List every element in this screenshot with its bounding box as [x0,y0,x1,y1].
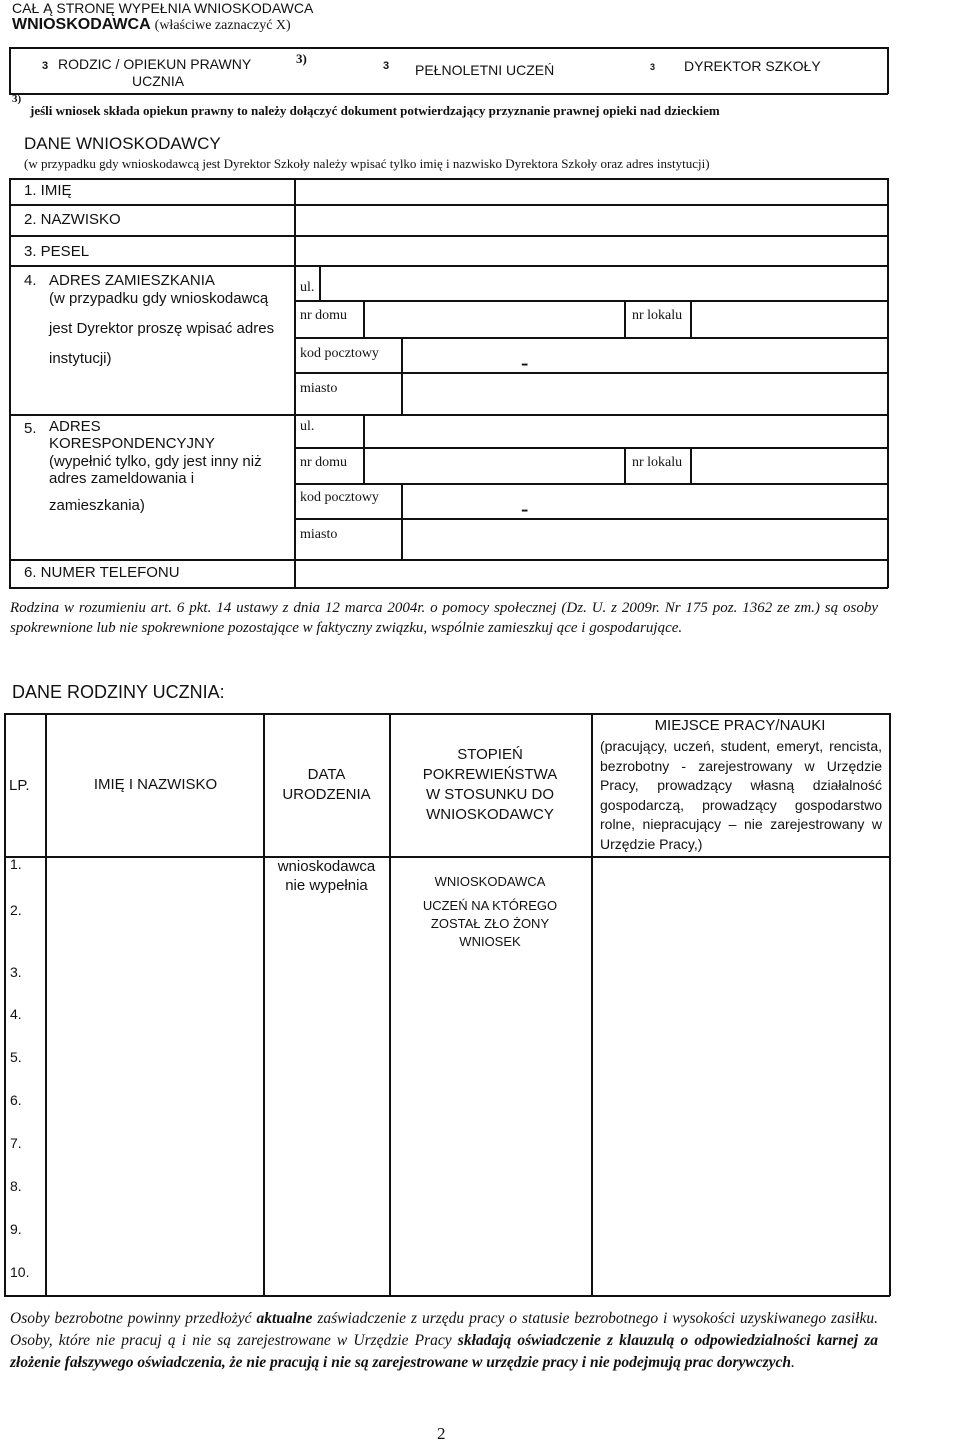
member-work-input[interactable] [595,900,887,955]
director-checkbox[interactable]: 3 [650,62,656,72]
row1-relation: WNIOSKODAWCA [434,874,546,889]
pesel-input[interactable] [298,238,884,264]
field-number-5: 5. [24,420,37,437]
phone-input[interactable] [298,562,884,586]
first-name-input[interactable] [298,181,884,203]
field-number-4: 4. [24,272,37,289]
col-header-relation-4: WNIOSKODAWCY [426,806,554,823]
corr-city-label: miasto [300,527,338,542]
footnote-marker: 3) [296,51,307,66]
row-number: 6. [10,1092,22,1108]
street-label: ul. [300,280,315,295]
form-header-line2 [12,16,291,34]
col-header-dob-2: URODZENIA [282,786,371,803]
corr-address-label: ADRES [49,418,101,435]
corr-postal-code-dash: - [521,496,529,521]
notice-part-end: . [791,1354,795,1371]
applicant-section-note: (w przypadku gdy wnioskodawcą jest Dyrektor Szkoły należy wpisać tylko imię i nazwisko Dyrektora Szkoły oraz adres instytucji) [24,156,710,171]
flat-number-label: nr lokalu [632,308,683,323]
member-name-input[interactable] [48,859,261,899]
row2-relation-3: WNIOSEK [459,934,521,949]
family-section-title: DANE RODZINY UCZNIA: [12,682,225,702]
notice-emphasis-declaration: składają oświadczenie z klauzulą o odpowiedzialności karnej za złożenie fałszywego oświadczenia, że nie pracują i nie są zarejestrowane w urzędzie pracy i nie podejmują prac dorywczych [10,1332,878,1371]
col-header-dob-1: DATA [307,766,346,783]
corr-city-input[interactable] [405,521,883,557]
field-label-first-name: 1. IMIĘ [24,182,72,199]
row-number: 7. [10,1135,22,1151]
row2-relation-1: UCZEŃ NA KTÓREGO [422,898,558,913]
corr-flat-number-input[interactable] [694,450,884,481]
mark-instruction: (właściwe zaznaczyć X) [154,18,291,33]
col-header-relation-1: STOPIEŃ [457,746,523,763]
corr-street-label: ul. [300,419,315,434]
row-number: 5. [10,1049,22,1065]
corr-postal-code-input[interactable] [405,486,883,516]
flat-number-input[interactable] [694,303,884,335]
city-label: miasto [300,381,338,396]
corr-postal-code-label: kod pocztowy [300,490,379,505]
option-adult-student: PEŁNOLETNI UCZEŃ [415,62,555,78]
member-name-input[interactable] [48,900,261,955]
corr-address-note1: (wypełnić tylko, gdy jest inny niż [49,453,262,470]
corr-address-label2: KORESPONDENCYJNY [49,435,215,452]
member-dob-input[interactable] [266,900,387,955]
postal-code-dash: - [521,350,529,375]
row-number: 4. [10,1006,22,1022]
corr-house-number-label: nr domu [300,455,348,470]
street-input[interactable] [324,268,884,298]
surname-input[interactable] [298,207,884,233]
row-number: 8. [10,1178,22,1194]
postal-code-input[interactable] [405,340,883,370]
row-number: 2. [10,902,22,918]
option-parent-line2: UCZNIA [132,73,185,89]
applicant-section-title: DANE WNIOSKODAWCY [24,134,221,153]
corr-address-note2: adres zameldowania i [49,470,195,487]
option-director: DYREKTOR SZKOŁY [684,58,821,74]
col-header-relation-3: W STOSUNKU DO [425,786,555,803]
corr-house-number-input[interactable] [367,450,622,481]
notice-emphasis-current: aktualne [256,1310,313,1327]
address-label-note3: instytucji) [49,350,112,367]
row1-dob-note-2: nie wypełnia [285,877,368,894]
option-parent-line1: RODZIC / OPIEKUN PRAWNY [58,56,252,72]
corr-flat-number-label: nr lokalu [632,455,683,470]
field-label-pesel: 3. PESEL [24,243,90,260]
notice-part-2: zaświadczenie z urzędu pracy o statusie bezrobotnego i wysokości uzyskiwanego zasiłku. Osoby, które nie pracuj ą i nie są zarejestrowane w Urzędzie Pracy [10,1310,878,1349]
footnote-text: jeśli wniosek składa opiekun prawny to należy dołączyć dokument potwierdzający przyznanie prawnej opieki nad dzieckiem [30,103,720,118]
col-header-work-desc: (pracujący, uczeń, student, emeryt, rencista, bezrobotny - zarejestrowany w Urzędzie Pracy, prowadzący własną działalność gospodarczą, prowadzący gospodarstwo rolne, niepracujący – nie zarejestrowany w Urzędzie Pracy,) [600,738,882,852]
form-header-line1: CAŁ Ą STRONĘ WYPEŁNIA WNIOSKODAWCA [12,0,314,16]
member-work-input[interactable] [595,859,887,899]
row-number: 9. [10,1221,22,1237]
corr-address-note3: zamieszkania) [49,497,145,514]
footnote-mark: 3) [12,93,22,105]
row1-dob-note-1: wnioskodawca [277,858,376,875]
col-header-work-title: MIEJSCE PRACY/NAUKI [654,717,826,734]
field-label-surname: 2. NAZWISKO [24,211,121,228]
address-label-note2: jest Dyrektor proszę wpisać adres [49,320,275,337]
house-number-input[interactable] [367,303,622,335]
row-number: 3. [10,964,22,980]
corr-street-input[interactable] [367,417,884,445]
col-header-relation-2: POKREWIEŃSTWA [422,766,558,783]
row-number: 10. [10,1264,30,1280]
col-header-name: IMIĘ I NAZWISKO [93,776,218,793]
page-number: 2 [437,1424,446,1443]
applicant-label: WNIOSKODAWCA [12,16,151,33]
row2-relation-2: ZOSTAŁ ZŁO ŻONY [430,916,550,931]
family-definition: Rodzina w rozumieniu art. 6 pkt. 14 ustawy z dnia 12 marca 2004r. o pomocy społecznej (Dz. U. z 2009r. Nr 175 poz. 1362 ze zm.) są osoby spokrewnione lub nie spokrewnione pozostające w faktyczny związku, wspólnie zamieszkuj ące i gospodarujące. [10,600,878,636]
row-number: 1. [10,856,22,872]
address-label: ADRES ZAMIESZKANIA [49,272,215,289]
field-label-phone: 6. NUMER TELEFONU [24,564,180,581]
notice-part-1: Osoby bezrobotne powinny przedłożyć [10,1310,257,1327]
house-number-label: nr domu [300,308,348,323]
parent-checkbox[interactable]: 3 [42,60,49,72]
col-header-lp: LP. [9,777,30,794]
adult-student-checkbox[interactable]: 3 [383,60,390,72]
city-input[interactable] [405,375,883,413]
address-label-note1: (w przypadku gdy wnioskodawcą [49,290,269,307]
unemployment-notice [10,1308,878,1374]
postal-code-label: kod pocztowy [300,346,379,361]
